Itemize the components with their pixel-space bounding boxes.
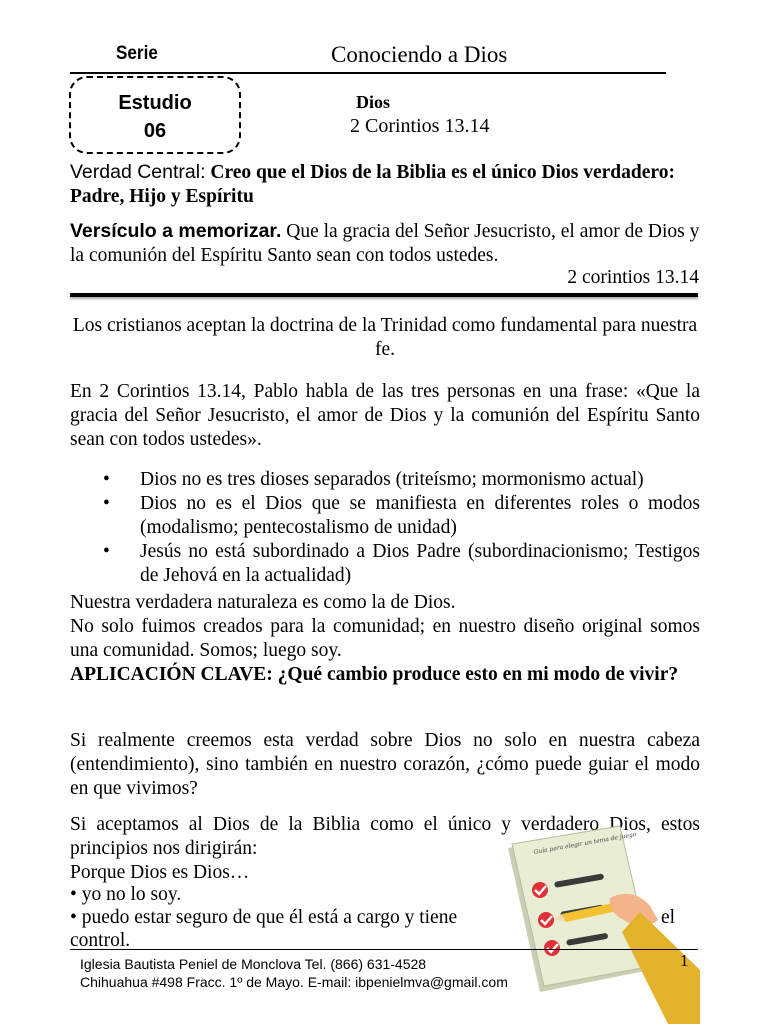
list-item-text: Jesús no está subordinado a Dios Padre (subordinacionismo; Testigos de Jehová en la actualidad): [140, 541, 700, 586]
list-item: control.: [70, 930, 131, 951]
memory-verse-reference: 2 corintios 13.14: [567, 267, 699, 288]
section-divider: [70, 293, 698, 297]
list-item: [70, 540, 700, 588]
paragraph-application: Si realmente creemos esta verdad sobre Dios no solo en nuestra cabeza (entendimiento), sino también en nuestro corazón, ¿cómo puede guiar el modo en que vivimos?: [70, 730, 700, 799]
study-label: [72, 89, 238, 145]
central-truth-label: Verdad Central:: [70, 161, 206, 183]
application-heading: APLICACIÓN CLAVE: ¿Qué cambio produce esto en mi modo de vivir?: [70, 664, 679, 685]
list-item: • puedo estar seguro de que él está a cargo y tiene: [70, 907, 458, 928]
central-truth-text: Creo que el Dios de la Biblia es el único Dios verdadero: Padre, Hijo y Espíritu: [70, 162, 675, 207]
paragraph-community: No solo fuimos creados para la comunidad; en nuestro diseño original somos una comunidad. Somos; luego soy.: [70, 616, 700, 661]
study-label-text: Estudio: [118, 92, 192, 114]
central-truth: [70, 160, 700, 209]
list-item-text: Dios no es el Dios que se manifiesta en diferentes roles o modos (modalismo; pentecostalismo de unidad): [140, 493, 700, 538]
memory-verse: [70, 219, 700, 268]
footer-line-contact: Chihuahua #498 Fracc. 1º de Mayo. E-mail: ibpenielmva@gmail.com: [80, 973, 508, 990]
bullet-icon: •: [103, 493, 110, 514]
doctrine-bullet-list: [70, 468, 700, 588]
list-item-text: Dios no es tres dioses separados (triteísmo; mormonismo actual): [140, 469, 644, 490]
bullet-icon: •: [103, 469, 110, 490]
memory-verse-label: Versículo a memorizar.: [70, 220, 282, 242]
series-label: Serie: [116, 43, 158, 64]
footer-line-address: Iglesia Bautista Peniel de Monclova Tel. (866) 631-4528: [80, 956, 427, 972]
list-item: • yo no lo soy.: [70, 884, 182, 905]
series-title: Conociendo a Dios: [331, 42, 508, 67]
study-topic: Dios: [356, 92, 391, 112]
study-reference: 2 Corintios 13.14: [350, 115, 490, 137]
memory-verse-text: Que la gracia del Señor Jesucristo, el amor de Dios y la comunión del Espíritu Santo sean con todos ustedes.: [70, 221, 700, 266]
intro-paragraph: Los cristianos aceptan la doctrina de la Trinidad como fundamental para nuestra fe.: [72, 315, 698, 360]
footer-divider: [70, 949, 698, 950]
list-item-tail: el: [661, 907, 676, 928]
study-number: 06: [143, 120, 167, 142]
checklist-illustration: [500, 820, 700, 1024]
clipboard-caption: Guía para elegir un tema de juego: [533, 830, 637, 856]
bullet-icon: •: [103, 541, 110, 562]
header-divider: [70, 72, 666, 74]
list-item: [70, 492, 700, 540]
list-item: [70, 468, 700, 492]
paragraph-nature: Nuestra verdadera naturaleza es como la de Dios.: [70, 592, 456, 613]
paragraph-corinthians: En 2 Corintios 13.14, Pablo habla de las tres personas en una frase: «Que la gracia del Señor Jesucristo, el amor de Dios y la comunión del Espíritu Santo sean con todos ustedes».: [70, 381, 700, 450]
paragraph-because: Porque Dios es Dios…: [70, 862, 250, 883]
page-number: 1: [680, 951, 689, 970]
paragraph-principles: Si aceptamos al Dios de la Biblia como el único y verdadero Dios, estos principios nos dirigirán:: [70, 814, 700, 859]
footer: [80, 956, 508, 991]
